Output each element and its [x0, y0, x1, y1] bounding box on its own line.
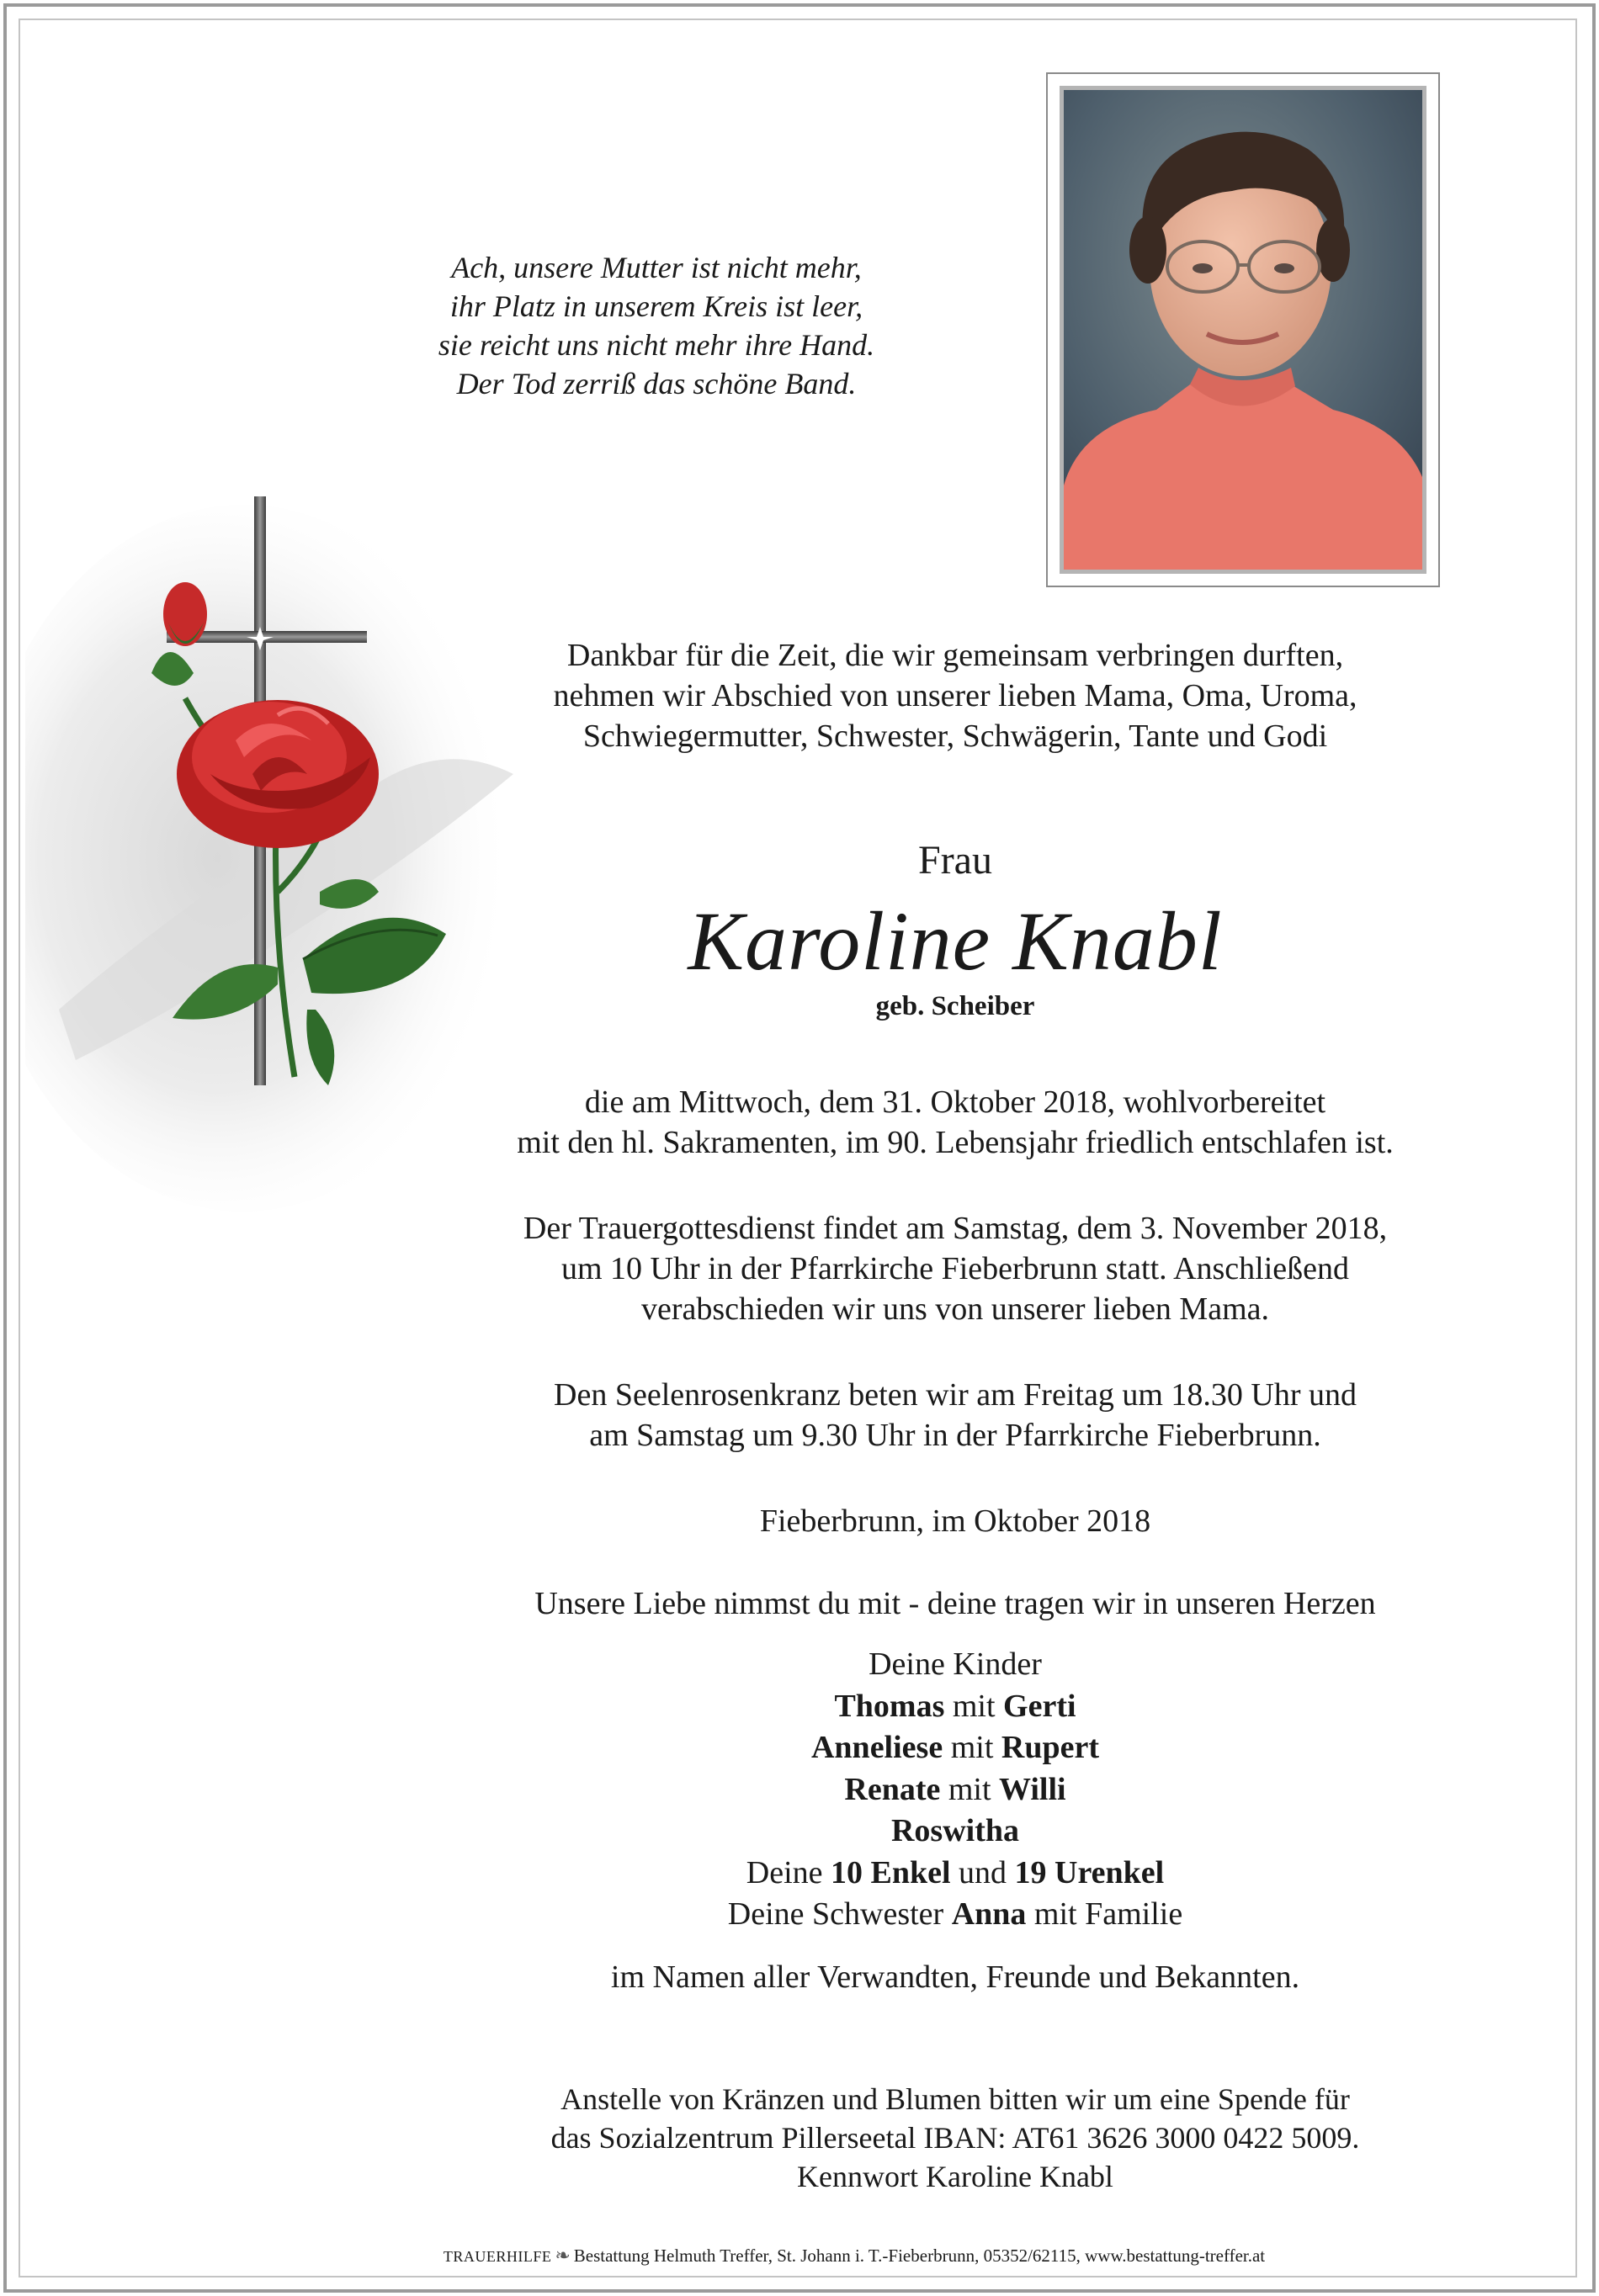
donation-line: Kennwort Karoline Knabl	[797, 2160, 1113, 2193]
mourner-name: Renate	[844, 1771, 941, 1807]
rose-bloom	[177, 700, 379, 848]
rosary-prayer	[421, 1375, 1490, 1456]
rose-bud	[163, 582, 207, 646]
mourner-pair	[421, 1686, 1490, 1728]
mourner-partner: Willi	[999, 1771, 1066, 1807]
motto: Unsere Liebe nimmst du mit - deine tragen wir in unseren Herzen	[534, 1586, 1376, 1621]
grandchildren-prefix: Deine	[746, 1854, 823, 1890]
mourner-name: Thomas	[834, 1688, 945, 1724]
donation-line: Anstelle von Kränzen und Blumen bitten wir um eine Spende für	[560, 2082, 1350, 2116]
service-line: um 10 Uhr in der Pfarrkirche Fieberbrunn statt. Anschließend	[560, 1251, 1350, 1286]
poem	[362, 248, 951, 403]
mourner-name: Anneliese	[810, 1730, 943, 1765]
mourner-pair	[421, 1727, 1490, 1769]
donation-line: das Sozialzentrum Pillerseetal IBAN: AT61 3626 3000 0422 5009.	[550, 2121, 1360, 2155]
poem-line: ihr Platz in unserem Kreis ist leer,	[449, 289, 863, 323]
relatives-line: im Namen aller Verwandten, Freunde und Bekannten.	[610, 1959, 1300, 1995]
death-notice	[421, 1082, 1490, 1163]
donation-request	[421, 2080, 1490, 2196]
poem-line: Der Tod zerriß das schöne Band.	[456, 367, 857, 400]
funeral-service	[421, 1208, 1490, 1329]
poem-line: Ach, unsere Mutter ist nicht mehr,	[451, 251, 862, 284]
death-line: die am Mittwoch, dem 31. Oktober 2018, wohlvorbereitet	[584, 1084, 1326, 1120]
mourner-pair	[421, 1769, 1490, 1811]
grandchildren-line	[421, 1853, 1490, 1895]
poem-line: sie reicht uns nicht mehr ihre Hand.	[438, 328, 875, 362]
intro-line: Dankbar für die Zeit, die wir gemeinsam verbringen durften,	[566, 638, 1344, 673]
footer-brand: TRAUERHILFE	[443, 2248, 552, 2265]
and-word: und	[959, 1854, 1007, 1890]
intro-line: Schwiegermutter, Schwester, Schwägerin, Tante und Godi	[582, 718, 1328, 754]
salutation: Frau	[918, 838, 992, 883]
dove-icon: ❧	[555, 2245, 571, 2266]
service-line: Der Trauergottesdienst findet am Samstag, dem 3. November 2018,	[523, 1211, 1388, 1246]
service-line: verabschieden wir uns von unserer lieben Mama.	[640, 1291, 1270, 1327]
mourner-single	[421, 1811, 1490, 1853]
death-line: mit den hl. Sakramenten, im 90. Lebensjahr friedlich entschlafen ist.	[517, 1125, 1394, 1160]
rosary-line: am Samstag um 9.30 Uhr in der Pfarrkirche Fieberbrunn.	[589, 1418, 1321, 1453]
mourner-name: Roswitha	[890, 1813, 1020, 1848]
great-grandchildren-count: 19 Urenkel	[1014, 1854, 1165, 1890]
sister-line	[421, 1894, 1490, 1936]
connector: mit	[952, 1688, 996, 1724]
place-date: Fieberbrunn, im Oktober 2018	[759, 1503, 1151, 1539]
sister-name: Anna	[951, 1896, 1027, 1932]
children-heading: Deine Kinder	[869, 1646, 1042, 1682]
grandchildren-count: 10 Enkel	[831, 1854, 951, 1890]
mourners-list	[421, 1644, 1490, 1936]
portrait-frame	[1046, 72, 1440, 587]
deceased-name: Karoline Knabl	[688, 894, 1223, 988]
portrait-photo	[1060, 86, 1426, 574]
sister-prefix: Deine Schwester	[727, 1896, 944, 1932]
connector: mit	[948, 1771, 991, 1807]
intro-line: nehmen wir Abschied von unserer lieben Mama, Oma, Uroma,	[553, 678, 1357, 713]
farewell-intro	[421, 635, 1490, 756]
mourner-partner: Gerti	[1003, 1688, 1076, 1724]
mourner-partner: Rupert	[1001, 1730, 1099, 1765]
sister-suffix: mit Familie	[1033, 1896, 1183, 1932]
connector: mit	[950, 1730, 994, 1765]
rosary-line: Den Seelenrosenkranz beten wir am Freitag um 18.30 Uhr und	[554, 1377, 1357, 1413]
footer-text: Bestattung Helmuth Treffer, St. Johann i. T.-Fieberbrunn, 05352/62115, www.bestattung-treffer.at	[573, 2246, 1266, 2266]
maiden-name: geb. Scheiber	[875, 991, 1035, 1021]
portrait-image	[1064, 90, 1422, 570]
footer	[252, 2245, 1456, 2267]
